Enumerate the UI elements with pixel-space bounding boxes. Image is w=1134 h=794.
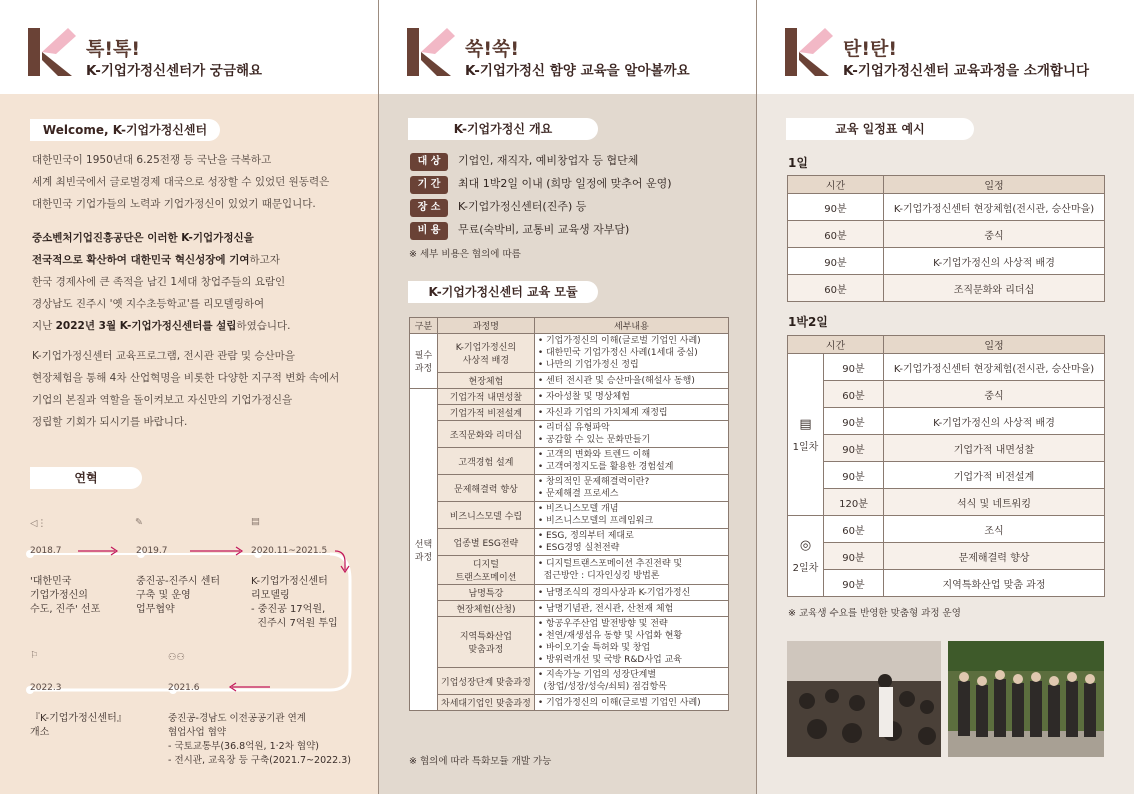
- table-header: 과정명: [438, 318, 535, 334]
- course-name: 현장체험: [438, 373, 535, 389]
- course-name: 기업성장단계 맞춤과정: [438, 668, 535, 695]
- table-row: [788, 275, 1105, 302]
- table-row: [788, 221, 1105, 248]
- course-detail: • 항공우주산업 발전방향 및 전략 • 천연/재생섬유 동향 및 사업화 현황 • 바이오기술 특허와 및 창업 • 방위력개선 및 국방 R&D사업 교육: [534, 617, 728, 668]
- course-detail: • 기업가정신의 이해(글로벌 기업인 사례): [534, 695, 728, 711]
- header-title: 쑥!쑥!: [465, 38, 520, 60]
- schedule-time: 60분: [788, 275, 884, 302]
- table-row: [410, 334, 729, 373]
- table-row: [788, 570, 1105, 597]
- overview-row: [410, 152, 638, 171]
- welcome-label: Welcome, K-기업가정신센터: [30, 119, 220, 141]
- table-row: [788, 516, 1105, 543]
- lightbulb-icon: ◎: [799, 538, 812, 553]
- table-header: 시간: [788, 176, 884, 194]
- course-detail: • 기업가정신의 이해(글로벌 기업인 사례) • 대한민국 기업가정신 사례(1세대 중심) • 나만의 기업가정신 정립: [534, 334, 728, 373]
- module-table: [409, 317, 729, 711]
- text-line: 정립할 기회가 되시기를 바랍니다.: [32, 416, 188, 428]
- overview-key: 장 소: [410, 199, 448, 217]
- header-subtitle: K-기업가정신센터가 궁금해요: [86, 63, 263, 79]
- schedule-item: 석식 및 네트워킹: [884, 489, 1105, 516]
- schedule-time: 60분: [788, 221, 884, 248]
- table-row: [788, 354, 1105, 381]
- panel-header: [379, 0, 756, 94]
- building-icon: ▤: [251, 516, 260, 527]
- course-detail: • 디지털트랜스포메이션 추진전략 및 접근방안 : 디자인싱킹 방법론: [534, 556, 728, 585]
- table-header: 일정: [884, 176, 1105, 194]
- text-line: K-기업가정신센터 교육프로그램, 전시관 관람 및 승산마을: [32, 350, 295, 362]
- history-desc: 『K-기업가정신센터』 개소: [30, 713, 127, 738]
- overview-value: 최대 1박2일 이내 (희망 일정에 맞추어 운영): [458, 177, 672, 190]
- schedule-item: 기업가적 내면성찰: [884, 435, 1105, 462]
- schedule-item: 조식: [884, 516, 1105, 543]
- overview-key: 비 용: [410, 222, 448, 240]
- table-row: [410, 585, 729, 601]
- table-row: [410, 529, 729, 556]
- intro-paragraph-1: [32, 149, 362, 215]
- text-line: 현장체험을 통해 4차 산업혁명을 비롯한 다양한 지구적 변화 속에서: [32, 372, 340, 384]
- course-detail: • 자신과 기업의 가치체계 재정립: [534, 405, 728, 421]
- day-block: [788, 516, 824, 597]
- history-year: 2019.7: [136, 546, 168, 556]
- panel-about: [0, 0, 378, 794]
- text-line: 세계 최빈국에서 글로벌경제 대국으로 성장할 수 있었던 원동력은: [32, 176, 330, 188]
- table-row: [410, 448, 729, 475]
- day-label: 1박2일: [788, 315, 828, 329]
- table-row: [788, 543, 1105, 570]
- schedule-label: 교육 일정표 예시: [786, 118, 974, 140]
- pen-icon: ✎: [135, 517, 143, 528]
- day-block-label: 2일차: [792, 563, 819, 574]
- schedule-time: 90분: [824, 570, 884, 597]
- course-name: 고객경험 설계: [438, 448, 535, 475]
- schedule-time: 90분: [824, 354, 884, 381]
- course-name: 디지털 트랜스포메이션: [438, 556, 535, 585]
- course-detail: • ESG, 정의부터 제대로 • ESG경영 실천전략: [534, 529, 728, 556]
- table-row: [410, 373, 729, 389]
- course-detail: • 창의적인 문제해결력이란? • 문제해결 프로세스: [534, 475, 728, 502]
- course-name: 기업가적 비전설계: [438, 405, 535, 421]
- history-year: 2022.3: [30, 683, 62, 693]
- table-row: [410, 601, 729, 617]
- table-row: [788, 381, 1105, 408]
- course-detail: • 지속가능 기업의 성장단계별 (창업/성장/성숙/쇠퇴) 점검항목: [534, 668, 728, 695]
- history-year: 2018.7: [30, 546, 62, 556]
- group-outdoor-photo: [948, 641, 1104, 757]
- schedule-item: 중식: [884, 381, 1105, 408]
- k-logo-icon: [407, 26, 455, 78]
- schedule-time: 120분: [824, 489, 884, 516]
- memo-icon: ▤: [799, 416, 812, 432]
- schedule-time: 90분: [788, 248, 884, 275]
- table-header: 일정: [884, 336, 1105, 354]
- table-header: 세부내용: [534, 318, 728, 334]
- course-name: 남명특강: [438, 585, 535, 601]
- course-name: 업종별 ESG전략: [438, 529, 535, 556]
- header-subtitle: K-기업가정신센터 교육과정을 소개합니다: [843, 63, 1089, 79]
- table-row: [410, 405, 729, 421]
- overview-row: [410, 198, 586, 217]
- schedule-item: K-기업가정신의 사상적 배경: [884, 408, 1105, 435]
- schedule-time: 90분: [788, 194, 884, 221]
- text-line: 대한민국 기업가들의 노력과 기업가정신이 있었기 때문입니다.: [32, 198, 316, 210]
- schedule-note: ※ 교육생 수요를 반영한 맞춤형 과정 운영: [788, 608, 961, 619]
- course-name: 문제해결력 향상: [438, 475, 535, 502]
- schedule-item: K-기업가정신센터 현장체험(전시관, 승산마을): [884, 354, 1105, 381]
- schedule-time: 90분: [824, 408, 884, 435]
- day-label: 1일: [788, 156, 808, 170]
- table-row: [410, 617, 729, 668]
- course-name: 차세대기업인 맞춤과정: [438, 695, 535, 711]
- header-title: 톡!톡!: [86, 38, 141, 60]
- day-block-label: 1일차: [792, 441, 819, 453]
- course-detail: • 센터 전시관 및 승산마을(해설사 동행): [534, 373, 728, 389]
- course-name: 조직문화와 리더십: [438, 421, 535, 448]
- course-name: 비즈니스모델 수립: [438, 502, 535, 529]
- overview-key: 대 상: [410, 153, 448, 171]
- k-logo-icon: [28, 26, 76, 78]
- intro-paragraph-3: [32, 345, 362, 433]
- schedule-item: 중식: [884, 221, 1105, 248]
- table-header: 구분: [410, 318, 438, 334]
- schedule-time: 90분: [824, 435, 884, 462]
- schedule-table-2day: [787, 335, 1105, 597]
- course-name: 현장체험(산청): [438, 601, 535, 617]
- history-desc: 중진공-경남도 이전공공기관 연계 협업사업 협약 - 국토교통부(36.8억원, 1·2차 협약) - 전시관, 교육장 등 구축(2021.7~2022.3): [168, 713, 351, 766]
- required-category: 필수 과정: [410, 334, 438, 389]
- overview-row: [410, 175, 672, 194]
- module-note: ※ 협의에 따라 특화모듈 개발 가능: [409, 756, 552, 767]
- flag-icon: ⚐: [30, 650, 39, 661]
- schedule-table-1day: [787, 175, 1105, 302]
- course-detail: • 고객의 변화와 트렌드 이해 • 고객여정지도를 활용한 경험설계: [534, 448, 728, 475]
- table-row: [410, 421, 729, 448]
- course-name: 기업가적 내면성찰: [438, 389, 535, 405]
- course-detail: • 자아성찰 및 명상체험: [534, 389, 728, 405]
- schedule-time: 90분: [824, 543, 884, 570]
- overview-label: K-기업가정신 개요: [408, 118, 598, 140]
- panel-header: [0, 0, 378, 94]
- text-line: 하였습니다.: [236, 320, 291, 332]
- table-row: [410, 475, 729, 502]
- history-year: 2020.11~2021.5: [251, 546, 328, 556]
- schedule-item: 조직문화와 리더십: [884, 275, 1105, 302]
- text-line: 전국적으로 확산하여 대한민국 혁신성장에 기여: [32, 254, 250, 266]
- table-row: [788, 489, 1105, 516]
- table-row: [410, 389, 729, 405]
- header-title: 탄!탄!: [843, 38, 898, 60]
- text-line: 대한민국이 1950년대 6.25전쟁 등 국난을 극복하고: [32, 154, 272, 166]
- table-row: [788, 435, 1105, 462]
- course-detail: • 비즈니스모델 개념 • 비즈니스모델의 프레임워크: [534, 502, 728, 529]
- module-label: K-기업가정신센터 교육 모듈: [408, 281, 598, 303]
- megaphone-icon: ◁⋮: [30, 518, 47, 529]
- history-desc: '대한민국 기업가정신의 수도, 진주' 선포: [30, 576, 101, 615]
- schedule-item: 문제해결력 향상: [884, 543, 1105, 570]
- history-label: 연혁: [30, 467, 142, 489]
- header-subtitle: K-기업가정신 함양 교육을 알아볼까요: [465, 63, 690, 79]
- overview-value: K-기업가정신센터(진주) 등: [458, 200, 587, 213]
- text-line: 중소벤처기업진흥공단은 이러한 K-기업가정신을: [32, 232, 254, 244]
- course-name: K-기업가정신의 사상적 배경: [438, 334, 535, 373]
- text-line: 지난: [32, 320, 56, 332]
- course-detail: • 남명기념관, 전시관, 산천재 체험: [534, 601, 728, 617]
- text-line: 하고자: [249, 254, 280, 266]
- table-row: [788, 194, 1105, 221]
- table-row: [788, 462, 1105, 489]
- course-detail: • 남명조식의 경의사상과 K-기업가정신: [534, 585, 728, 601]
- course-name: 지역특화산업 맞춤과정: [438, 617, 535, 668]
- table-row: [788, 408, 1105, 435]
- history-desc: 중진공-진주시 센터 구축 및 운영 업무협약: [136, 576, 221, 615]
- history-year: 2021.6: [168, 683, 200, 693]
- overview-note: ※ 세부 비용은 협의에 따름: [409, 249, 521, 260]
- overview-key: 기 간: [410, 176, 448, 194]
- schedule-time: 90분: [824, 462, 884, 489]
- table-row: [410, 695, 729, 711]
- people-icon: ⚇⚇: [168, 652, 186, 663]
- schedule-time: 60분: [824, 381, 884, 408]
- schedule-item: 기업가적 비전설계: [884, 462, 1105, 489]
- day-block: [788, 354, 824, 516]
- schedule-item: K-기업가정신의 사상적 배경: [884, 248, 1105, 275]
- table-header: 시간: [788, 336, 884, 354]
- table-row: [410, 556, 729, 585]
- schedule-time: 60분: [824, 516, 884, 543]
- text-line: 한국 경제사에 큰 족적을 남긴 1세대 창업주들의 요람인: [32, 276, 286, 288]
- table-row: [788, 248, 1105, 275]
- table-row: [410, 668, 729, 695]
- schedule-item: K-기업가정신센터 현장체험(전시관, 승산마을): [884, 194, 1105, 221]
- overview-value: 기업인, 재직자, 예비창업자 등 협단체: [458, 154, 639, 167]
- classroom-photo: [787, 641, 941, 757]
- k-logo-icon: [785, 26, 833, 78]
- text-line: 기업의 본질과 역할을 돌이켜보고 자신만의 기업가정신을: [32, 394, 293, 406]
- schedule-item: 지역특화산업 맞춤 과정: [884, 570, 1105, 597]
- history-desc: K-기업가정신센터 리모델링 - 중진공 17억원, 진주시 7억원 투입: [251, 576, 338, 629]
- elective-category: 선택 과정: [410, 389, 438, 711]
- overview-row: [410, 221, 629, 240]
- course-detail: • 리더십 유형파악 • 공감할 수 있는 문화만들기: [534, 421, 728, 448]
- panel-header: [757, 0, 1134, 94]
- overview-value: 무료(숙박비, 교통비 교육생 자부담): [458, 223, 630, 236]
- table-row: [410, 502, 729, 529]
- intro-paragraph-2: [32, 227, 362, 337]
- text-line: 2022년 3월 K-기업가정신센터를 설립: [55, 320, 237, 332]
- text-line: 경상남도 진주시 '옛 지수초등학교'를 리모델링하여: [32, 298, 265, 310]
